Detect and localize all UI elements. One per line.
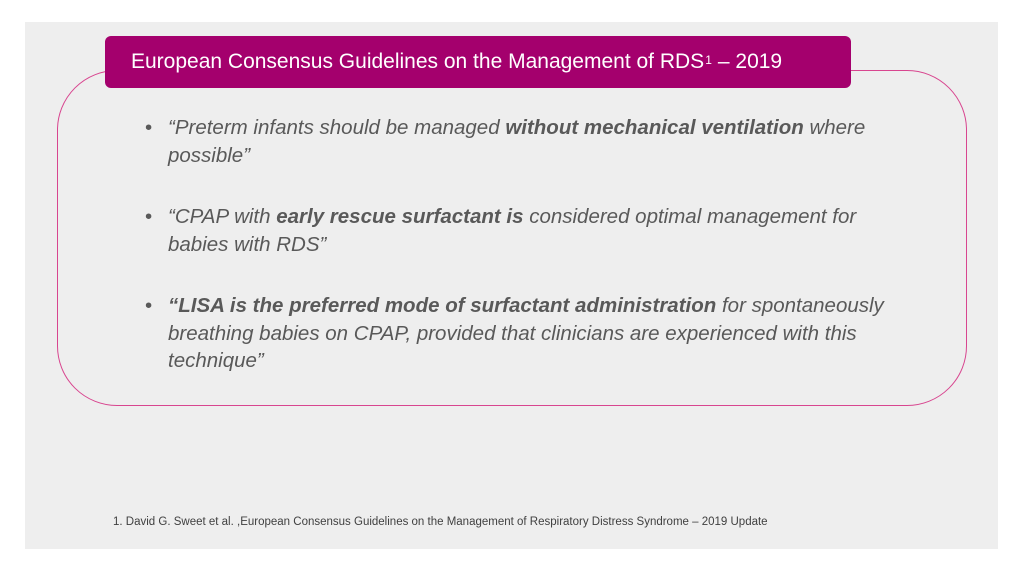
bullet-item xyxy=(143,114,903,169)
bullet-icon: • xyxy=(145,205,153,228)
bullet-icon: • xyxy=(145,294,153,317)
bullet-text: considered optimal management for babies with RDS” xyxy=(168,205,857,256)
bullet-text: where possible” xyxy=(168,116,866,167)
slide xyxy=(25,22,998,549)
bullet-emphasis: without mechanical ventilation xyxy=(505,116,804,139)
bullet-item xyxy=(143,292,903,375)
title-superscript: 1 xyxy=(705,53,712,67)
bullet-text: “Preterm infants should be managed xyxy=(168,116,506,139)
title-suffix: – 2019 xyxy=(717,50,783,73)
bullet-text: for spontaneously breathing babies on CPAP, provided that clinicians are experienced with this technique” xyxy=(168,294,884,372)
bullet-icon: • xyxy=(145,116,153,139)
bullet-list xyxy=(143,114,903,409)
title-text: European Consensus Guidelines on the Management of RDS xyxy=(131,50,705,73)
bullet-text: “CPAP with xyxy=(168,205,277,228)
title-banner xyxy=(105,36,851,88)
bullet-emphasis: early rescue surfactant is xyxy=(276,205,524,228)
bullet-emphasis: “LISA is the preferred mode of surfactant administration xyxy=(168,294,717,317)
bullet-item xyxy=(143,203,903,258)
footnote-citation: 1. David G. Sweet et al. ,European Consensus Guidelines on the Management of Respiratory Distress Syndrome – 2019 Update xyxy=(113,516,768,528)
